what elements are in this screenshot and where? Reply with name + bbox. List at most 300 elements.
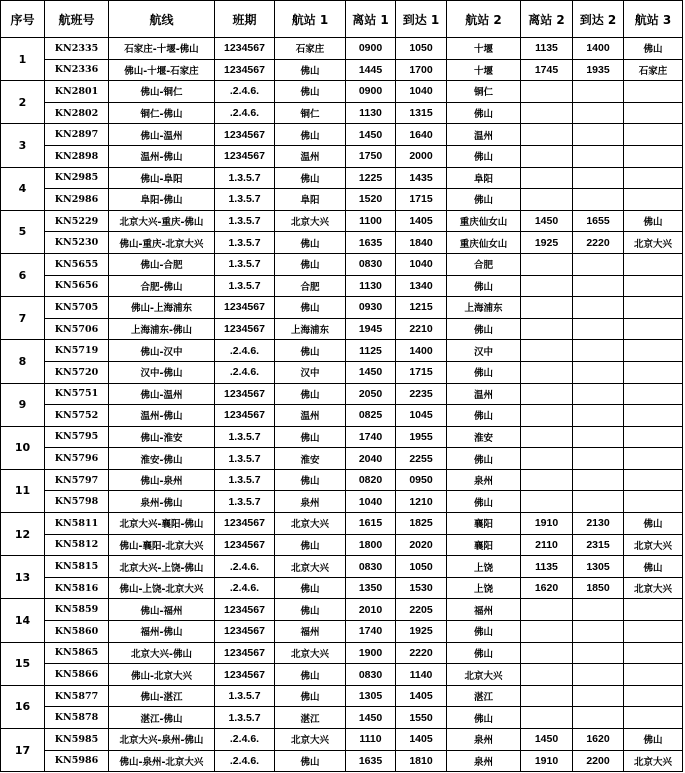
flight-number-cell: KN5751 bbox=[45, 383, 109, 405]
departure-1-cell: 1125 bbox=[346, 340, 396, 362]
table-row bbox=[1, 232, 683, 254]
arrival-2-cell bbox=[573, 145, 624, 167]
arrival-1-cell: 1700 bbox=[396, 59, 447, 81]
header-row bbox=[1, 1, 683, 38]
station-3-cell: 佛山 bbox=[624, 556, 683, 578]
departure-1-cell: 0830 bbox=[346, 664, 396, 686]
arrival-1-cell: 2220 bbox=[396, 642, 447, 664]
sequence-number: 13 bbox=[1, 556, 45, 599]
departure-2-cell: 2110 bbox=[521, 534, 573, 556]
route-cell: 佛山-合肥 bbox=[109, 253, 215, 275]
sequence-number: 6 bbox=[1, 253, 45, 296]
station-2-cell: 上饶 bbox=[447, 556, 521, 578]
station-2-cell: 湛江 bbox=[447, 685, 521, 707]
station-1-cell: 佛山 bbox=[275, 81, 346, 103]
table-row bbox=[1, 383, 683, 405]
table-row bbox=[1, 621, 683, 643]
arrival-2-cell: 2130 bbox=[573, 513, 624, 535]
station-2-cell: 福州 bbox=[447, 599, 521, 621]
table-row bbox=[1, 124, 683, 146]
station-1-cell: 佛山 bbox=[275, 383, 346, 405]
arrival-1-cell: 2000 bbox=[396, 145, 447, 167]
departure-2-cell bbox=[521, 426, 573, 448]
station-3-cell bbox=[624, 124, 683, 146]
departure-2-cell: 1135 bbox=[521, 556, 573, 578]
departure-2-cell bbox=[521, 491, 573, 513]
station-3-cell bbox=[624, 318, 683, 340]
station-1-cell: 温州 bbox=[275, 145, 346, 167]
station-3-cell bbox=[624, 448, 683, 470]
station-1-cell: 佛山 bbox=[275, 534, 346, 556]
arrival-1-cell: 2205 bbox=[396, 599, 447, 621]
flight-number-cell: KN2801 bbox=[45, 81, 109, 103]
departure-1-cell: 1100 bbox=[346, 210, 396, 232]
departure-1-cell: 1130 bbox=[346, 275, 396, 297]
table-row bbox=[1, 750, 683, 772]
schedule-days-cell: 1234567 bbox=[215, 513, 275, 535]
arrival-1-cell: 1315 bbox=[396, 102, 447, 124]
station-1-cell: 温州 bbox=[275, 405, 346, 427]
schedule-days-cell: 1234567 bbox=[215, 59, 275, 81]
station-3-cell bbox=[624, 405, 683, 427]
route-cell: 佛山-重庆-北京大兴 bbox=[109, 232, 215, 254]
station-3-cell bbox=[624, 340, 683, 362]
departure-2-cell: 1620 bbox=[521, 577, 573, 599]
arrival-2-cell: 1935 bbox=[573, 59, 624, 81]
table-row bbox=[1, 59, 683, 81]
station-2-cell: 佛山 bbox=[447, 102, 521, 124]
station-2-cell: 佛山 bbox=[447, 405, 521, 427]
schedule-days-cell: .2.4.6. bbox=[215, 750, 275, 772]
route-cell: 北京大兴-佛山 bbox=[109, 642, 215, 664]
departure-1-cell: 1130 bbox=[346, 102, 396, 124]
station-1-cell: 铜仁 bbox=[275, 102, 346, 124]
sequence-number: 9 bbox=[1, 383, 45, 426]
station-2-cell: 阜阳 bbox=[447, 167, 521, 189]
route-cell: 石家庄-十堰-佛山 bbox=[109, 38, 215, 60]
flight-number-cell: KN5706 bbox=[45, 318, 109, 340]
sequence-number: 15 bbox=[1, 642, 45, 685]
header-seq: 序号 bbox=[1, 1, 45, 38]
arrival-2-cell bbox=[573, 599, 624, 621]
arrival-1-cell: 1040 bbox=[396, 81, 447, 103]
route-cell: 阜阳-佛山 bbox=[109, 189, 215, 211]
route-cell: 佛山-泉州-北京大兴 bbox=[109, 750, 215, 772]
table-row bbox=[1, 167, 683, 189]
schedule-days-cell: 1.3.5.7 bbox=[215, 491, 275, 513]
route-cell: 汉中-佛山 bbox=[109, 361, 215, 383]
departure-1-cell: 1305 bbox=[346, 685, 396, 707]
station-1-cell: 佛山 bbox=[275, 232, 346, 254]
route-cell: 佛山-温州 bbox=[109, 124, 215, 146]
station-1-cell: 佛山 bbox=[275, 59, 346, 81]
arrival-2-cell bbox=[573, 469, 624, 491]
table-row bbox=[1, 685, 683, 707]
station-3-cell bbox=[624, 664, 683, 686]
station-3-cell bbox=[624, 81, 683, 103]
station-3-cell bbox=[624, 297, 683, 319]
arrival-2-cell: 1655 bbox=[573, 210, 624, 232]
arrival-1-cell: 1405 bbox=[396, 210, 447, 232]
table-row bbox=[1, 599, 683, 621]
flight-number-cell: KN5859 bbox=[45, 599, 109, 621]
arrival-1-cell: 1045 bbox=[396, 405, 447, 427]
table-row bbox=[1, 534, 683, 556]
arrival-2-cell bbox=[573, 707, 624, 729]
table-row bbox=[1, 707, 683, 729]
table-row bbox=[1, 405, 683, 427]
departure-2-cell bbox=[521, 124, 573, 146]
route-cell: 佛山-湛江 bbox=[109, 685, 215, 707]
arrival-2-cell bbox=[573, 253, 624, 275]
station-1-cell: 佛山 bbox=[275, 469, 346, 491]
station-2-cell: 合肥 bbox=[447, 253, 521, 275]
station-1-cell: 佛山 bbox=[275, 426, 346, 448]
arrival-1-cell: 1405 bbox=[396, 685, 447, 707]
departure-1-cell: 0900 bbox=[346, 38, 396, 60]
route-cell: 铜仁-佛山 bbox=[109, 102, 215, 124]
departure-2-cell: 1135 bbox=[521, 38, 573, 60]
route-cell: 佛山-上饶-北京大兴 bbox=[109, 577, 215, 599]
table-row bbox=[1, 38, 683, 60]
departure-1-cell: 0900 bbox=[346, 81, 396, 103]
flight-number-cell: KN5878 bbox=[45, 707, 109, 729]
route-cell: 泉州-佛山 bbox=[109, 491, 215, 513]
departure-2-cell bbox=[521, 340, 573, 362]
arrival-1-cell: 1840 bbox=[396, 232, 447, 254]
schedule-days-cell: 1234567 bbox=[215, 621, 275, 643]
departure-1-cell: 1450 bbox=[346, 707, 396, 729]
sequence-number: 3 bbox=[1, 124, 45, 167]
departure-1-cell: 1740 bbox=[346, 621, 396, 643]
station-1-cell: 佛山 bbox=[275, 750, 346, 772]
arrival-2-cell: 1850 bbox=[573, 577, 624, 599]
departure-2-cell bbox=[521, 253, 573, 275]
route-cell: 淮安-佛山 bbox=[109, 448, 215, 470]
station-2-cell: 上饶 bbox=[447, 577, 521, 599]
station-2-cell: 襄阳 bbox=[447, 513, 521, 535]
schedule-days-cell: .2.4.6. bbox=[215, 81, 275, 103]
flight-number-cell: KN5877 bbox=[45, 685, 109, 707]
flight-number-cell: KN5860 bbox=[45, 621, 109, 643]
station-2-cell: 佛山 bbox=[447, 361, 521, 383]
station-2-cell: 重庆仙女山 bbox=[447, 232, 521, 254]
departure-1-cell: 2010 bbox=[346, 599, 396, 621]
arrival-1-cell: 1715 bbox=[396, 361, 447, 383]
station-3-cell bbox=[624, 189, 683, 211]
departure-2-cell bbox=[521, 102, 573, 124]
arrival-1-cell: 1550 bbox=[396, 707, 447, 729]
arrival-2-cell: 2220 bbox=[573, 232, 624, 254]
departure-1-cell: 1350 bbox=[346, 577, 396, 599]
departure-2-cell bbox=[521, 297, 573, 319]
departure-2-cell: 1910 bbox=[521, 750, 573, 772]
station-1-cell: 阜阳 bbox=[275, 189, 346, 211]
flight-number-cell: KN2986 bbox=[45, 189, 109, 211]
header-days: 班期 bbox=[215, 1, 275, 38]
station-2-cell: 十堰 bbox=[447, 38, 521, 60]
arrival-2-cell bbox=[573, 685, 624, 707]
station-3-cell bbox=[624, 361, 683, 383]
route-cell: 北京大兴-上饶-佛山 bbox=[109, 556, 215, 578]
departure-2-cell bbox=[521, 621, 573, 643]
schedule-days-cell: 1.3.5.7 bbox=[215, 275, 275, 297]
station-3-cell: 佛山 bbox=[624, 210, 683, 232]
flight-number-cell: KN5705 bbox=[45, 297, 109, 319]
station-2-cell: 佛山 bbox=[447, 275, 521, 297]
table-row bbox=[1, 210, 683, 232]
flight-number-cell: KN5795 bbox=[45, 426, 109, 448]
station-2-cell: 佛山 bbox=[447, 707, 521, 729]
route-cell: 佛山-铜仁 bbox=[109, 81, 215, 103]
schedule-days-cell: 1.3.5.7 bbox=[215, 167, 275, 189]
station-2-cell: 佛山 bbox=[447, 145, 521, 167]
arrival-1-cell: 1340 bbox=[396, 275, 447, 297]
arrival-1-cell: 1210 bbox=[396, 491, 447, 513]
arrival-1-cell: 2235 bbox=[396, 383, 447, 405]
header-arrival-1: 到达 1 bbox=[396, 1, 447, 38]
departure-1-cell: 1450 bbox=[346, 124, 396, 146]
departure-2-cell: 1910 bbox=[521, 513, 573, 535]
station-1-cell: 北京大兴 bbox=[275, 729, 346, 751]
departure-1-cell: 0830 bbox=[346, 556, 396, 578]
station-2-cell: 重庆仙女山 bbox=[447, 210, 521, 232]
departure-2-cell: 1745 bbox=[521, 59, 573, 81]
sequence-number: 2 bbox=[1, 81, 45, 124]
station-3-cell bbox=[624, 685, 683, 707]
arrival-1-cell: 1400 bbox=[396, 340, 447, 362]
flight-number-cell: KN5865 bbox=[45, 642, 109, 664]
header-departure-2: 离站 2 bbox=[521, 1, 573, 38]
schedule-days-cell: 1.3.5.7 bbox=[215, 189, 275, 211]
station-1-cell: 淮安 bbox=[275, 448, 346, 470]
flight-number-cell: KN5655 bbox=[45, 253, 109, 275]
flight-number-cell: KN2985 bbox=[45, 167, 109, 189]
arrival-2-cell: 1620 bbox=[573, 729, 624, 751]
sequence-number: 4 bbox=[1, 167, 45, 210]
table-row bbox=[1, 556, 683, 578]
arrival-2-cell bbox=[573, 102, 624, 124]
departure-1-cell: 0820 bbox=[346, 469, 396, 491]
arrival-1-cell: 2210 bbox=[396, 318, 447, 340]
departure-1-cell: 2040 bbox=[346, 448, 396, 470]
station-3-cell bbox=[624, 167, 683, 189]
station-2-cell: 铜仁 bbox=[447, 81, 521, 103]
departure-1-cell: 2050 bbox=[346, 383, 396, 405]
sequence-number: 17 bbox=[1, 729, 45, 772]
schedule-days-cell: 1.3.5.7 bbox=[215, 707, 275, 729]
route-cell: 佛山-淮安 bbox=[109, 426, 215, 448]
arrival-2-cell bbox=[573, 491, 624, 513]
station-3-cell bbox=[624, 491, 683, 513]
departure-2-cell bbox=[521, 599, 573, 621]
route-cell: 佛山-温州 bbox=[109, 383, 215, 405]
station-2-cell: 泉州 bbox=[447, 469, 521, 491]
flight-number-cell: KN2898 bbox=[45, 145, 109, 167]
flight-number-cell: KN5720 bbox=[45, 361, 109, 383]
schedule-days-cell: 1.3.5.7 bbox=[215, 448, 275, 470]
arrival-1-cell: 1530 bbox=[396, 577, 447, 599]
flight-number-cell: KN5656 bbox=[45, 275, 109, 297]
schedule-days-cell: 1234567 bbox=[215, 534, 275, 556]
table-row bbox=[1, 102, 683, 124]
table-row bbox=[1, 361, 683, 383]
station-1-cell: 佛山 bbox=[275, 340, 346, 362]
departure-1-cell: 0830 bbox=[346, 253, 396, 275]
arrival-1-cell: 0950 bbox=[396, 469, 447, 491]
flight-number-cell: KN5812 bbox=[45, 534, 109, 556]
header-arrival-2: 到达 2 bbox=[573, 1, 624, 38]
departure-1-cell: 1520 bbox=[346, 189, 396, 211]
station-1-cell: 合肥 bbox=[275, 275, 346, 297]
station-1-cell: 北京大兴 bbox=[275, 642, 346, 664]
schedule-days-cell: 1.3.5.7 bbox=[215, 253, 275, 275]
departure-1-cell: 1110 bbox=[346, 729, 396, 751]
schedule-days-cell: 1.3.5.7 bbox=[215, 469, 275, 491]
arrival-2-cell bbox=[573, 167, 624, 189]
station-3-cell bbox=[624, 253, 683, 275]
station-1-cell: 佛山 bbox=[275, 685, 346, 707]
arrival-2-cell: 2315 bbox=[573, 534, 624, 556]
station-1-cell: 石家庄 bbox=[275, 38, 346, 60]
header-flight-no: 航班号 bbox=[45, 1, 109, 38]
departure-2-cell bbox=[521, 318, 573, 340]
schedule-days-cell: 1234567 bbox=[215, 124, 275, 146]
arrival-1-cell: 1050 bbox=[396, 38, 447, 60]
station-1-cell: 福州 bbox=[275, 621, 346, 643]
arrival-1-cell: 1955 bbox=[396, 426, 447, 448]
route-cell: 北京大兴-襄阳-佛山 bbox=[109, 513, 215, 535]
station-2-cell: 佛山 bbox=[447, 448, 521, 470]
arrival-1-cell: 1640 bbox=[396, 124, 447, 146]
departure-2-cell bbox=[521, 167, 573, 189]
schedule-days-cell: 1234567 bbox=[215, 297, 275, 319]
station-3-cell bbox=[624, 275, 683, 297]
schedule-days-cell: 1234567 bbox=[215, 405, 275, 427]
departure-2-cell bbox=[521, 145, 573, 167]
departure-1-cell: 1040 bbox=[346, 491, 396, 513]
flight-number-cell: KN5815 bbox=[45, 556, 109, 578]
departure-2-cell bbox=[521, 707, 573, 729]
schedule-days-cell: 1234567 bbox=[215, 383, 275, 405]
table-row bbox=[1, 426, 683, 448]
arrival-1-cell: 1405 bbox=[396, 729, 447, 751]
station-1-cell: 北京大兴 bbox=[275, 210, 346, 232]
station-2-cell: 十堰 bbox=[447, 59, 521, 81]
schedule-days-cell: 1234567 bbox=[215, 145, 275, 167]
arrival-2-cell bbox=[573, 448, 624, 470]
arrival-1-cell: 2255 bbox=[396, 448, 447, 470]
arrival-1-cell: 1215 bbox=[396, 297, 447, 319]
header-station-1: 航站 1 bbox=[275, 1, 346, 38]
departure-1-cell: 1635 bbox=[346, 232, 396, 254]
schedule-days-cell: 1234567 bbox=[215, 664, 275, 686]
schedule-days-cell: 1.3.5.7 bbox=[215, 210, 275, 232]
arrival-1-cell: 1140 bbox=[396, 664, 447, 686]
flight-number-cell: KN5797 bbox=[45, 469, 109, 491]
station-3-cell: 佛山 bbox=[624, 38, 683, 60]
arrival-2-cell bbox=[573, 405, 624, 427]
flight-number-cell: KN5798 bbox=[45, 491, 109, 513]
station-2-cell: 北京大兴 bbox=[447, 664, 521, 686]
schedule-days-cell: 1.3.5.7 bbox=[215, 685, 275, 707]
station-1-cell: 湛江 bbox=[275, 707, 346, 729]
table-row bbox=[1, 642, 683, 664]
departure-2-cell bbox=[521, 664, 573, 686]
arrival-1-cell: 1825 bbox=[396, 513, 447, 535]
table-row bbox=[1, 469, 683, 491]
station-3-cell bbox=[624, 599, 683, 621]
station-1-cell: 上海浦东 bbox=[275, 318, 346, 340]
route-cell: 佛山-上海浦东 bbox=[109, 297, 215, 319]
departure-2-cell: 1925 bbox=[521, 232, 573, 254]
table-row bbox=[1, 145, 683, 167]
departure-2-cell bbox=[521, 405, 573, 427]
arrival-2-cell: 1400 bbox=[573, 38, 624, 60]
flight-number-cell: KN2802 bbox=[45, 102, 109, 124]
departure-2-cell bbox=[521, 275, 573, 297]
route-cell: 北京大兴-泉州-佛山 bbox=[109, 729, 215, 751]
flight-number-cell: KN5986 bbox=[45, 750, 109, 772]
flight-number-cell: KN5796 bbox=[45, 448, 109, 470]
schedule-body bbox=[1, 38, 683, 772]
station-2-cell: 佛山 bbox=[447, 621, 521, 643]
station-1-cell: 北京大兴 bbox=[275, 556, 346, 578]
station-3-cell bbox=[624, 469, 683, 491]
sequence-number: 5 bbox=[1, 210, 45, 253]
arrival-2-cell bbox=[573, 318, 624, 340]
schedule-days-cell: 1234567 bbox=[215, 318, 275, 340]
departure-2-cell bbox=[521, 685, 573, 707]
sequence-number: 10 bbox=[1, 426, 45, 469]
departure-2-cell bbox=[521, 383, 573, 405]
route-cell: 合肥-佛山 bbox=[109, 275, 215, 297]
arrival-2-cell bbox=[573, 340, 624, 362]
schedule-days-cell: .2.4.6. bbox=[215, 102, 275, 124]
arrival-2-cell bbox=[573, 383, 624, 405]
arrival-1-cell: 2020 bbox=[396, 534, 447, 556]
header-route: 航线 bbox=[109, 1, 215, 38]
table-row bbox=[1, 253, 683, 275]
route-cell: 上海浦东-佛山 bbox=[109, 318, 215, 340]
route-cell: 湛江-佛山 bbox=[109, 707, 215, 729]
arrival-2-cell bbox=[573, 275, 624, 297]
departure-1-cell: 1635 bbox=[346, 750, 396, 772]
arrival-2-cell bbox=[573, 642, 624, 664]
station-3-cell bbox=[624, 642, 683, 664]
table-row bbox=[1, 577, 683, 599]
departure-2-cell bbox=[521, 361, 573, 383]
arrival-2-cell: 2200 bbox=[573, 750, 624, 772]
route-cell: 佛山-十堰-石家庄 bbox=[109, 59, 215, 81]
station-3-cell bbox=[624, 707, 683, 729]
station-2-cell: 佛山 bbox=[447, 642, 521, 664]
departure-1-cell: 1445 bbox=[346, 59, 396, 81]
schedule-days-cell: 1.3.5.7 bbox=[215, 426, 275, 448]
schedule-days-cell: .2.4.6. bbox=[215, 556, 275, 578]
station-1-cell: 佛山 bbox=[275, 124, 346, 146]
station-3-cell bbox=[624, 102, 683, 124]
station-3-cell: 北京大兴 bbox=[624, 534, 683, 556]
station-2-cell: 温州 bbox=[447, 383, 521, 405]
departure-1-cell: 0825 bbox=[346, 405, 396, 427]
flight-number-cell: KN5230 bbox=[45, 232, 109, 254]
station-2-cell: 佛山 bbox=[447, 318, 521, 340]
station-1-cell: 佛山 bbox=[275, 253, 346, 275]
flight-number-cell: KN5811 bbox=[45, 513, 109, 535]
departure-1-cell: 1900 bbox=[346, 642, 396, 664]
station-1-cell: 佛山 bbox=[275, 297, 346, 319]
